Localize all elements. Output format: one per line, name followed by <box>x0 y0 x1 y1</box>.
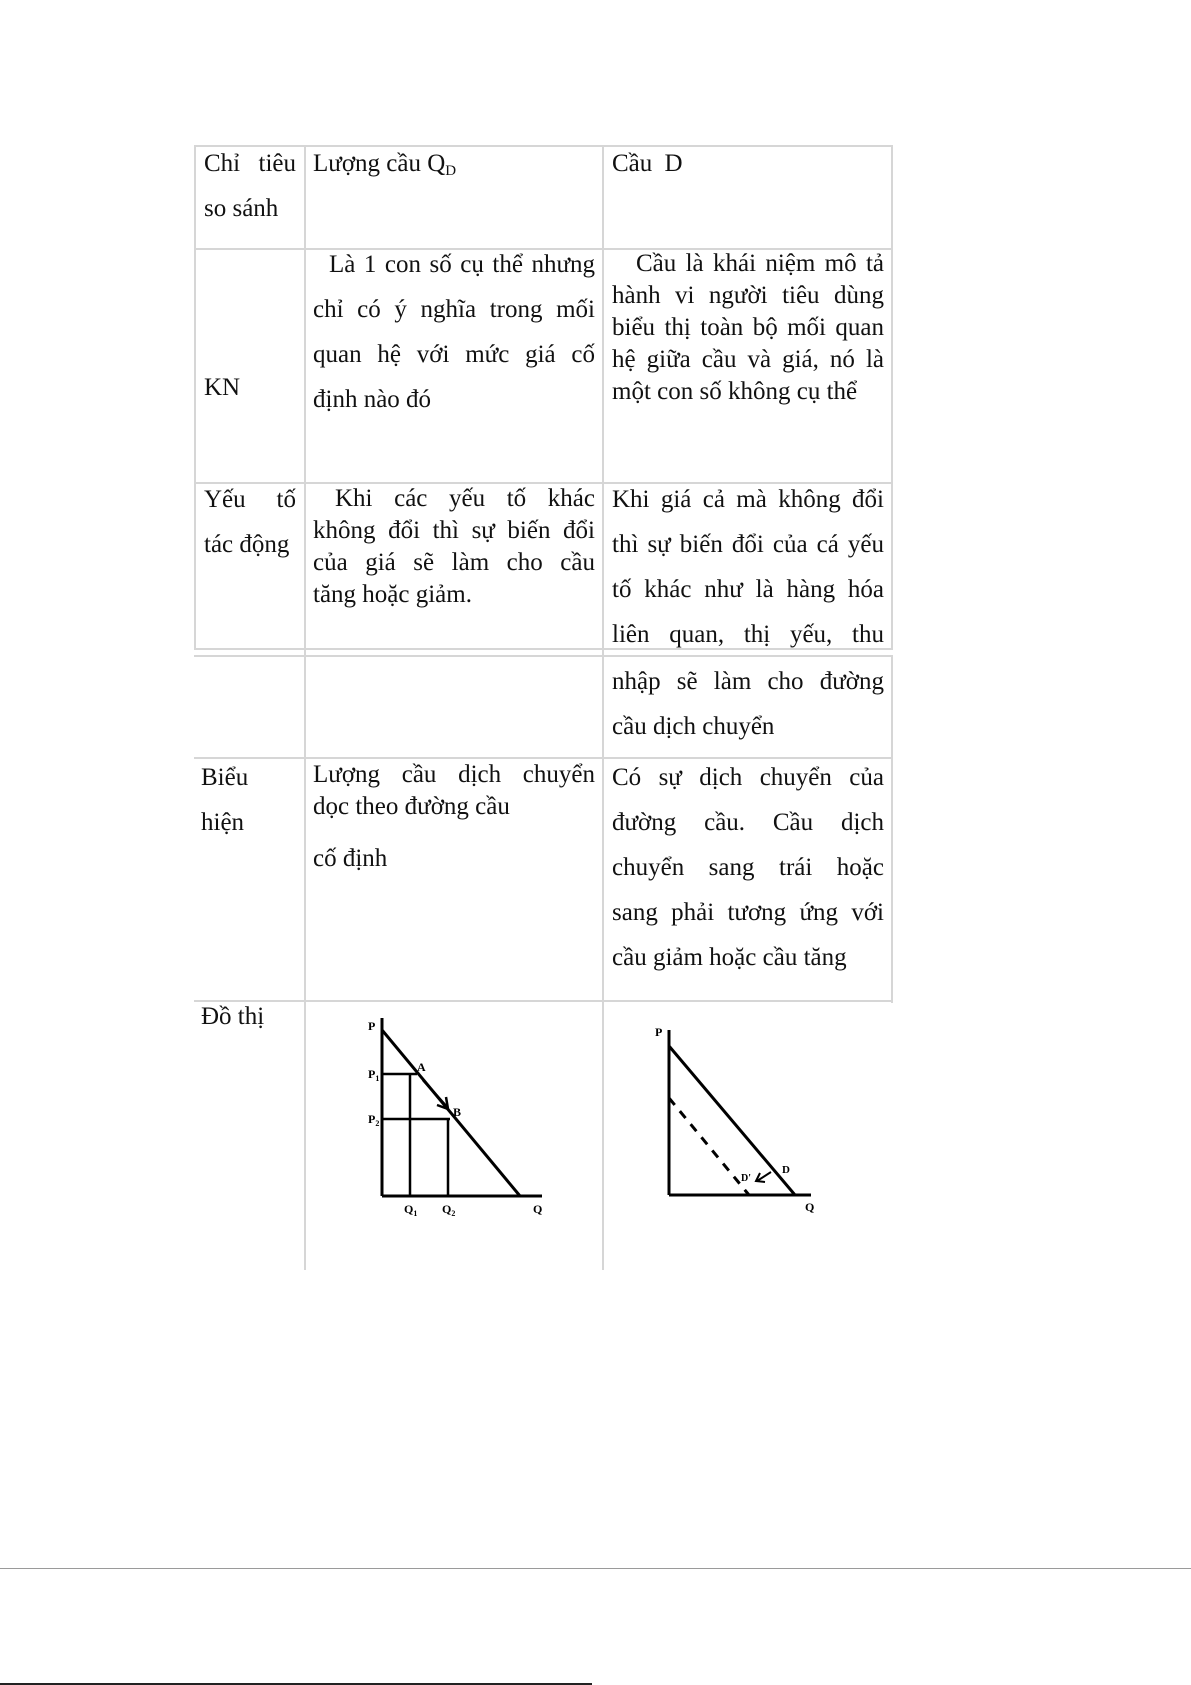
factors-qd-line-2: không đổi thì sự biến đổi <box>313 517 595 544</box>
left-movement-arrow <box>423 1080 447 1107</box>
right-label-p: P <box>655 1025 663 1039</box>
header-quantity-demanded <box>313 141 456 194</box>
manifestation-qd-line-3: cố định <box>313 845 388 872</box>
factors-d-line-3: tố khác như là hàng hóa <box>612 576 884 603</box>
left-label-q1: $Q_1$ <box>404 1202 418 1218</box>
concept-d-line-3: biểu thị toàn bộ mối quan <box>612 314 884 341</box>
factors-label-line-2: tác động <box>204 531 290 558</box>
table-border-top <box>194 145 892 147</box>
row-factors-d <box>612 477 884 749</box>
factors-d-line-6: cầu dịch chuyển <box>612 713 775 740</box>
left-label-p1: $P_1$ <box>368 1067 380 1083</box>
graph-demand-shift <box>645 1020 845 1220</box>
table-border-right-2 <box>891 655 893 1003</box>
factors-label-line-1: Yếu tố <box>204 486 296 513</box>
row-manifestation-label <box>201 755 248 845</box>
right-label-d-prime: D' <box>741 1173 751 1184</box>
manifestation-qd-line-2: dọc theo đường cầu <box>313 793 510 820</box>
column-divider-1 <box>304 145 306 1270</box>
concept-d-line-1: Cầu là khái niệm mô tả <box>636 250 884 277</box>
header-qd-subscript: D <box>445 163 457 179</box>
header-criteria-line-2: so sánh <box>204 195 279 222</box>
concept-qd-line-4: định nào đó <box>313 386 432 413</box>
factors-d-line-4: liên quan, thị yếu, thu <box>612 621 884 648</box>
table-border-right <box>891 145 893 650</box>
factors-d-line-1: Khi giá cả mà không đổi <box>612 486 884 513</box>
concept-d-line-5: một con số không cụ thể <box>612 378 858 405</box>
left-demand-curve <box>382 1030 520 1196</box>
row-concept-qd <box>313 242 595 422</box>
left-label-b: B <box>453 1105 462 1119</box>
right-label-d: D <box>782 1164 790 1176</box>
header-demand: Cầu D <box>612 150 683 177</box>
left-label-q2: $Q_2$ <box>442 1202 456 1218</box>
row-divider-5 <box>194 1000 892 1002</box>
factors-qd-line-3: của giá sẽ làm cho cầu <box>313 549 595 576</box>
row-factors-label <box>204 477 296 567</box>
concept-d-line-2: hành vi người tiêu dùng <box>612 282 884 309</box>
factors-d-line-5: nhập sẽ làm cho đường <box>612 668 884 695</box>
manifestation-d-line-2: đường cầu. Cầu dịch <box>612 809 884 836</box>
header-criteria-line-1: Chỉ tiêu <box>204 150 296 177</box>
row-concept-label: KN <box>204 374 241 401</box>
manifestation-d-line-5: cầu giảm hoặc cầu tăng <box>612 944 847 971</box>
row-graph-label: Đồ thị <box>201 1003 265 1030</box>
manifestation-d-line-4: sang phải tương ứng với <box>612 899 884 926</box>
left-label-p2: $P_2$ <box>368 1112 380 1128</box>
factors-qd-line-1: Khi các yếu tố khác <box>335 485 595 512</box>
manifestation-label-line-1: Biểu <box>201 764 249 791</box>
concept-d-line-4: hệ giữa cầu và giá, nó là <box>612 346 884 373</box>
manifestation-d-line-3: chuyển sang trái hoặc <box>612 854 884 881</box>
table-border-left <box>194 145 196 650</box>
left-label-p: P <box>368 1019 376 1033</box>
row-factors-qd <box>313 483 595 611</box>
factors-d-line-2: thì sự biến đổi của cá yếu <box>612 531 884 558</box>
row-manifestation-d <box>612 755 884 980</box>
left-label-a: A <box>417 1060 426 1074</box>
page-footer-rule <box>0 1568 1191 1569</box>
left-label-q: Q <box>533 1202 543 1216</box>
concept-qd-line-1: Là 1 con số cụ thể nhưng <box>329 251 595 278</box>
row-concept-d <box>612 248 884 408</box>
concept-qd-line-3: quan hệ với mức giá cố <box>313 341 595 368</box>
manifestation-label-line-2: hiện <box>201 809 245 836</box>
graph-movement-along-curve <box>355 1010 555 1220</box>
manifestation-d-line-1: Có sự dịch chuyển của <box>612 764 884 791</box>
concept-qd-line-2: chỉ có ý nghĩa trong mối <box>313 296 595 323</box>
right-demand-curve-d-prime <box>669 1098 749 1195</box>
header-qd-text: Lượng cầu Q <box>313 150 446 177</box>
right-demand-curve-d <box>669 1046 795 1195</box>
manifestation-qd-line-1: Lượng cầu dịch chuyển <box>313 761 595 788</box>
factors-qd-line-4: tăng hoặc giảm. <box>313 581 472 608</box>
column-divider-2 <box>602 145 604 1270</box>
right-label-q: Q <box>805 1200 815 1214</box>
row-manifestation-qd <box>313 759 595 875</box>
header-criteria <box>204 141 296 231</box>
